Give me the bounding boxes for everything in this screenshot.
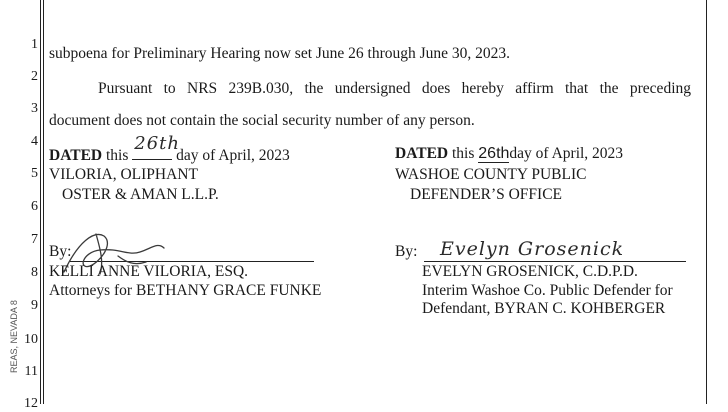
- body-line-1: subpoena for Preliminary Hearing now set June 26 through June 30, 2023.: [49, 45, 511, 62]
- left-firm-line-1: VILORIA, OLIPHANT: [49, 166, 198, 183]
- left-signer-name: KELLI ANNE VILORIA, ESQ.: [49, 263, 249, 280]
- right-signature-line: [424, 261, 686, 262]
- margin-rule-right: [706, 0, 707, 404]
- right-dated-this: this: [451, 145, 475, 162]
- body-line-2: Pursuant to NRS 239B.030, the undersigned does hereby affirm that the preceding: [98, 80, 691, 97]
- right-office-line-1: WASHOE COUNTY PUBLIC: [395, 166, 587, 183]
- line-number: 1: [31, 37, 38, 52]
- margin-rule-left-double: [43, 0, 44, 404]
- right-signer-title-1: Interim Washoe Co. Public Defender for: [422, 282, 673, 299]
- left-dated-day-blank: [132, 133, 180, 160]
- line-number: 12: [24, 396, 38, 411]
- right-handwritten-signature: Evelyn Grosenick: [440, 238, 625, 260]
- right-signer-name: EVELYN GROSENICK, C.D.P.D.: [422, 263, 638, 280]
- line-number: 7: [31, 232, 38, 247]
- left-dated-label: DATED: [49, 147, 103, 164]
- margin-rule-left: [40, 0, 41, 404]
- left-dated-day-handwritten: 26th: [134, 133, 180, 154]
- right-dated-label: DATED: [395, 145, 449, 162]
- left-dated-rest: day of April, 2023: [176, 147, 290, 164]
- line-number: 3: [31, 101, 38, 116]
- line-number: 2: [31, 69, 38, 84]
- right-dated-day: 26th: [478, 145, 510, 162]
- line-number: 6: [31, 199, 38, 214]
- line-number: 9: [31, 298, 38, 313]
- left-firm-line-2: OSTER & AMAN L.L.P.: [62, 186, 219, 203]
- left-dated-line: [49, 133, 290, 165]
- left-dated-this: this: [105, 147, 129, 164]
- right-dated-rest: day of April, 2023: [509, 145, 624, 162]
- line-number: 5: [31, 166, 38, 181]
- line-number: 8: [31, 265, 38, 280]
- left-by-label: By:: [49, 243, 72, 260]
- margin-side-text: REAS, NEVADA 8: [9, 300, 19, 373]
- body-line-3: document does not contain the social security number of any person.: [49, 112, 475, 129]
- right-signer-title-2: Defendant, BYRAN C. KOHBERGER: [422, 300, 666, 317]
- line-number: 11: [24, 364, 38, 379]
- left-signer-title: Attorneys for BETHANY GRACE FUNKE: [49, 282, 322, 299]
- right-dated-line: [395, 145, 623, 163]
- right-by-label: By:: [395, 243, 418, 260]
- line-number: 10: [24, 332, 38, 347]
- right-office-line-2: DEFENDER’S OFFICE: [410, 186, 563, 203]
- line-number: 4: [31, 134, 38, 149]
